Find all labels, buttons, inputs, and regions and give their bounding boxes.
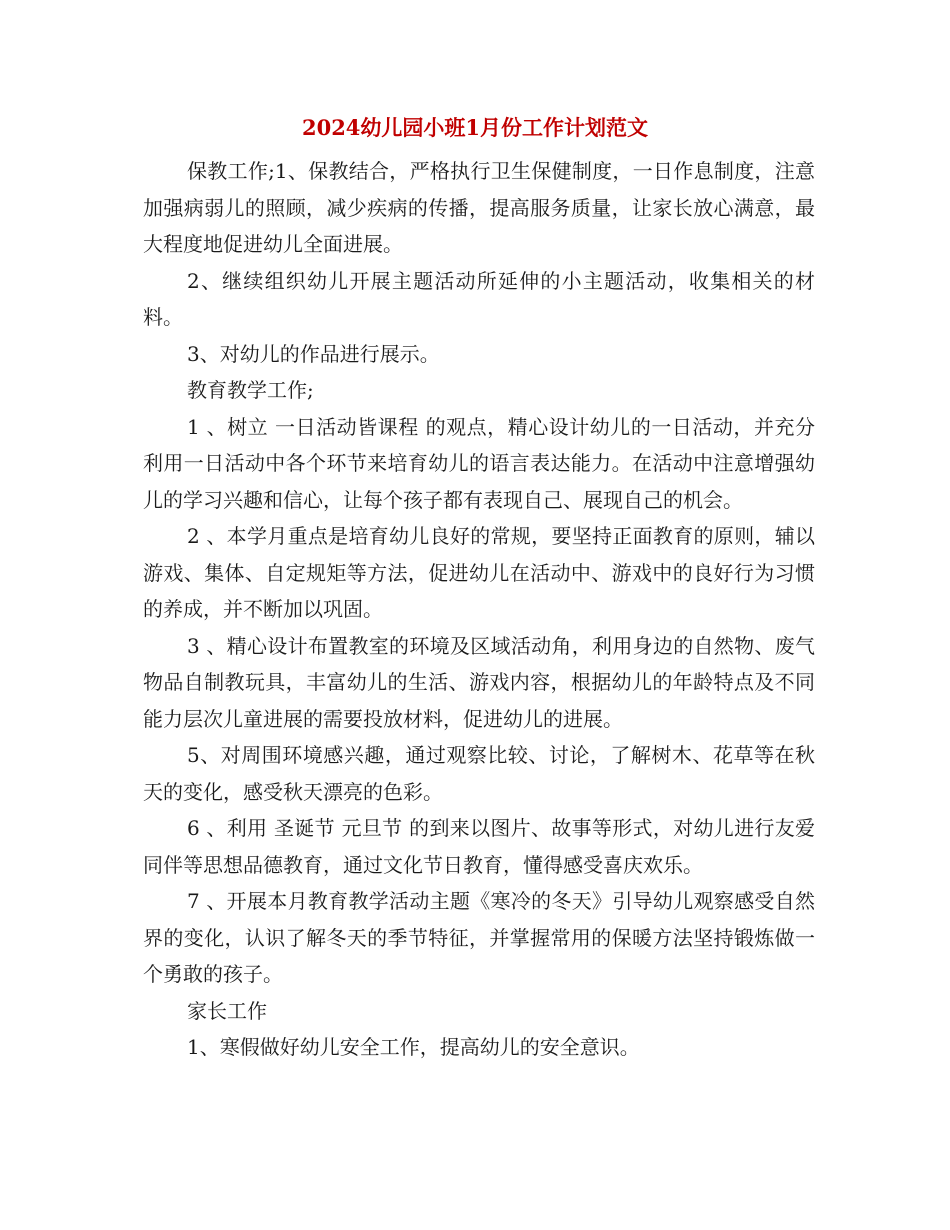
paragraph-teaching-5: 5、对周围环境感兴趣，通过观察比较、讨论，了解树木、花草等在秋天的变化，感受秋天漂亮的色彩。 [143, 743, 815, 804]
paragraph-teaching-7: 7 、开展本月教育教学活动主题《寒冷的冬天》引导幼儿观察感受自然界的变化，认识了解冬天的季节特征，并掌握常用的保暖方法坚持锻炼做一个勇敢的孩子。 [143, 889, 815, 986]
paragraph-teaching-3: 3 、精心设计布置教室的环境及区域活动角，利用身边的自然物、废气物品自制教玩具，丰富幼儿的生活、游戏内容，根据幼儿的年龄特点及不同能力层次儿童进展的需要投放材料，促进幼儿的进展。 [143, 633, 815, 731]
document-body [143, 153, 815, 1066]
document-title: 2024幼儿园小班1月份工作计划范文 [301, 115, 649, 140]
paragraph-childcare-3: 3、对幼儿的作品进行展示。 [187, 341, 440, 366]
paragraph-teaching-1: 1 、树立 一日活动皆课程 的观点，精心设计幼儿的一日活动，并充分利用一日活动中各个环节来培育幼儿的语言表达能力。在活动中注意增强幼儿的学习兴趣和信心，让每个孩子都有表现自己、展现自己的机会。 [143, 414, 815, 512]
paragraph-parents-1: 1、寒假做好幼儿安全工作，提高幼儿的安全意识。 [187, 1035, 640, 1059]
paragraph-teaching-6: 6 、利用 圣诞节 元旦节 的到来以图片、故事等形式，对幼儿进行友爱同伴等思想品德教育，通过文化节日教育，懂得感受喜庆欢乐。 [143, 816, 815, 877]
section-heading-teaching: 教育教学工作; [187, 378, 314, 402]
paragraph-childcare-2: 2、继续组织幼儿开展主题活动所延伸的小主题活动，收集相关的材料。 [143, 268, 815, 329]
paragraph-teaching-2: 2 、本学月重点是培育幼儿良好的常规，要坚持正面教育的原则，辅以游戏、集体、自定规矩等方法，促进幼儿在活动中、游戏中的良好行为习惯的养成，并不断加以巩固。 [143, 524, 815, 621]
paragraph-childcare-1: 保教工作;1、保教结合，严格执行卫生保健制度，一日作息制度，注意加强病弱儿的照顾，减少疾病的传播，提高服务质量，让家长放心满意，最大程度地促进幼儿全面进展。 [143, 159, 815, 256]
section-heading-parents: 家长工作 [187, 998, 267, 1023]
